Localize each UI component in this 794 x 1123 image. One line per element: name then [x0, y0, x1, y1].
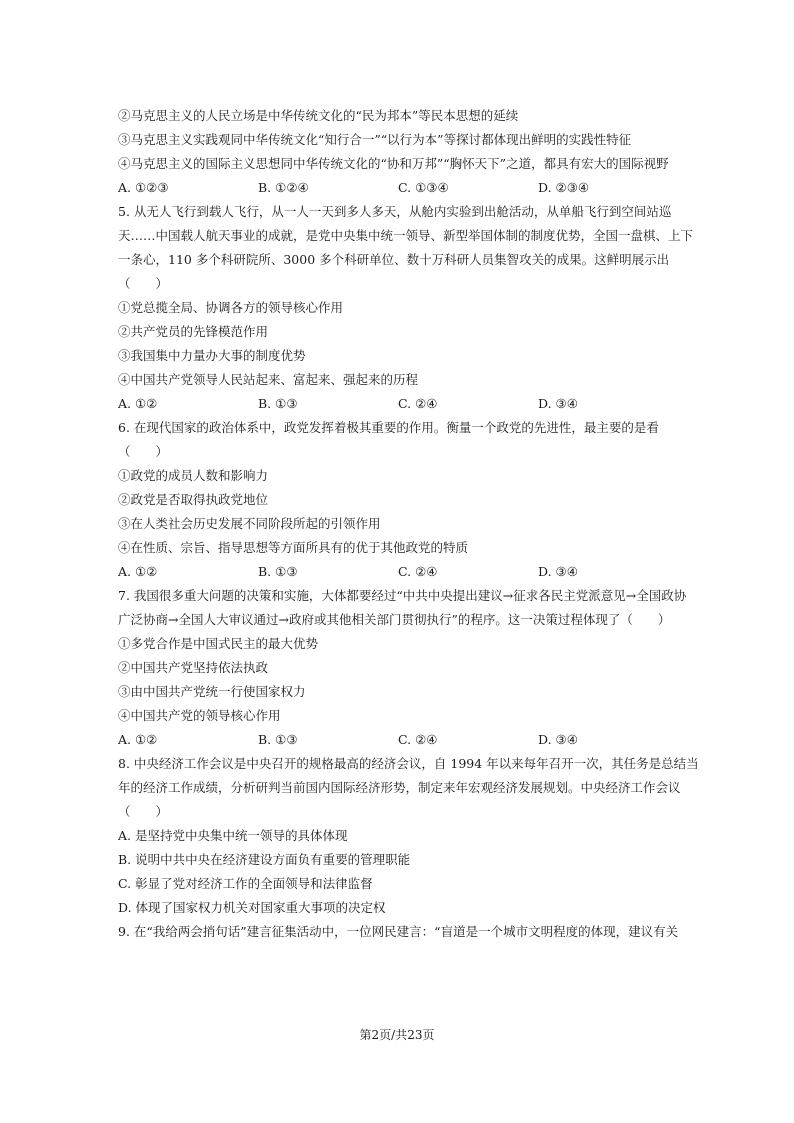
- option-a: A. ①②: [118, 732, 158, 747]
- text-line: ④中国共产党领导人民站起来、富起来、强起来的历程: [118, 372, 419, 387]
- option-a: A. ①②: [118, 564, 158, 579]
- text-line: 6. 在现代国家的政治体系中，政党发挥着极其重要的作用。衡量一个政党的先进性，最主要的是看: [118, 420, 659, 435]
- text-line: ①政党的成员人数和影响力: [118, 468, 269, 483]
- option-b: B. ①②④: [258, 180, 309, 195]
- option-b: B. ①③: [258, 564, 298, 579]
- text-line: 8. 中央经济工作会议是中央召开的规格最高的经济会议，自 1994 年以来每年召开一次，其任务是总结当: [118, 756, 699, 771]
- text-line: ②中国共产党坚持依法执政: [118, 660, 269, 675]
- text-line: ④马克思主义的国际主义思想同中华传统文化的“协和万邦”“胸怀天下”之道，都具有宏大的国际视野: [118, 156, 669, 171]
- text-line: 年的经济工作成绩，分析研判当前国内国际经济形势，制定来年宏观经济发展规划。中央经济工作会议: [118, 780, 681, 795]
- text-line: ③由中国共产党统一行使国家权力: [118, 684, 306, 699]
- text-line: ④中国共产党的领导核心作用: [118, 708, 281, 723]
- text-line: （ ）: [118, 804, 169, 819]
- text-line: ②共产党员的先锋模范作用: [118, 324, 269, 339]
- option-c: C. ②④: [398, 396, 438, 411]
- option-d: D. ②③④: [538, 180, 590, 195]
- text-line: 9. 在“我给两会捎句话”建言征集活动中，一位网民建言：“盲道是一个城市文明程度的体现，建议有关: [118, 924, 679, 939]
- text-line: 广泛协商→全国人大审议通过→政府或其他相关部门贯彻执行”的程序。这一决策过程体现了（ ）: [118, 612, 671, 627]
- text-line: ①党总揽全局、协调各方的领导核心作用: [118, 300, 344, 315]
- options-row: [118, 728, 678, 752]
- options-row: [118, 176, 678, 200]
- text-line: ①多党合作是中国式民主的最大优势: [118, 636, 319, 651]
- text-line: ②马克思主义的人民立场是中华传统文化的“民为邦本”等民本思想的延续: [118, 108, 519, 123]
- text-line: 5. 从无人飞行到载人飞行，从一人一天到多人多天，从舱内实验到出舱活动，从单船飞行到空间站巡: [118, 204, 672, 219]
- text-line: ③我国集中力量办大事的制度优势: [118, 348, 306, 363]
- option-c: C. ②④: [398, 732, 438, 747]
- option-c: C. ①③④: [398, 180, 449, 195]
- text-line: ③在人类社会历史发展不同阶段所起的引领作用: [118, 516, 381, 531]
- option-a: A. ①②: [118, 396, 158, 411]
- text-line: 天……中国载人航天事业的成就，是党中央集中统一领导、新型举国体制的制度优势，全国一盘棋、上下: [118, 228, 694, 243]
- text-line: C. 彰显了党对经济工作的全面领导和法律监督: [118, 876, 373, 891]
- text-line: B. 说明中共中央在经济建设方面负有重要的管理职能: [118, 852, 411, 867]
- options-row: [118, 392, 678, 416]
- option-a: A. ①②③: [118, 180, 169, 195]
- text-line: 7. 我国很多重大问题的决策和实施，大体都要经过“中共中央提出建议→征求各民主党派意见→全国政协: [118, 588, 687, 603]
- text-line: D. 体现了国家权力机关对国家重大事项的决定权: [118, 900, 386, 915]
- text-line: （ ）: [118, 276, 169, 291]
- option-d: D. ③④: [538, 564, 578, 579]
- option-d: D. ③④: [538, 396, 578, 411]
- option-b: B. ①③: [258, 396, 298, 411]
- text-line: A. 是坚持党中央集中统一领导的具体体现: [118, 828, 348, 843]
- text-line: ②政党是否取得执政党地位: [118, 492, 269, 507]
- option-d: D. ③④: [538, 732, 578, 747]
- document-body: [118, 104, 699, 944]
- text-line: （ ）: [118, 444, 169, 459]
- text-line: ④在性质、宗旨、指导思想等方面所具有的优于其他政党的特质: [118, 540, 469, 555]
- text-line: 一条心，110 多个科研院所、3000 多个科研单位、数十万科研人员集智攻关的成果。这鲜明展示出: [118, 252, 670, 267]
- option-c: C. ②④: [398, 564, 438, 579]
- option-b: B. ①③: [258, 732, 298, 747]
- page-footer: 第2页/共23页: [359, 1028, 435, 1042]
- options-row: [118, 560, 678, 584]
- text-line: ③马克思主义实践观同中华传统文化“知行合一”“以行为本”等探讨都体现出鲜明的实践性特征: [118, 132, 632, 147]
